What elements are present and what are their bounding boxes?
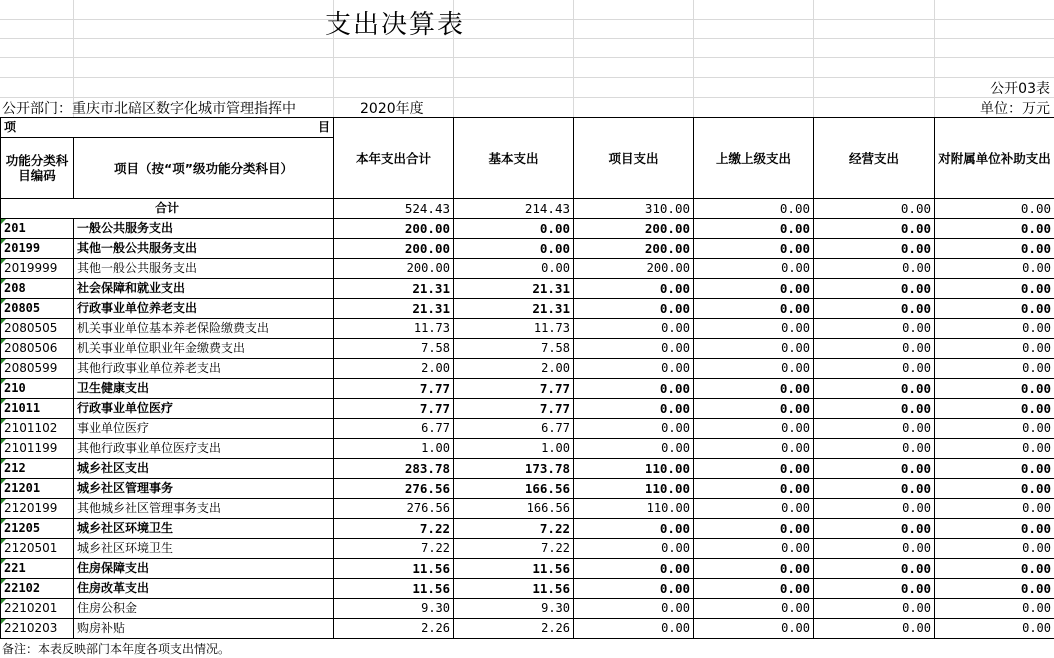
col-header-business: 经营支出 <box>814 118 935 199</box>
row-value: 283.78 <box>334 459 454 479</box>
row-value: 0.00 <box>694 499 814 519</box>
row-value: 7.22 <box>334 519 454 539</box>
row-value: 0.00 <box>814 359 935 379</box>
row-value: 0.00 <box>814 259 935 279</box>
row-value: 0.00 <box>814 519 935 539</box>
row-code: 2210203 <box>1 619 74 639</box>
row-value: 7.22 <box>454 519 574 539</box>
row-value: 0.00 <box>814 279 935 299</box>
row-value: 0.00 <box>694 279 814 299</box>
row-value: 0.00 <box>694 379 814 399</box>
row-value: 0.00 <box>935 419 1054 439</box>
row-code: 20805 <box>1 299 74 319</box>
row-value: 0.00 <box>935 319 1054 339</box>
row-value: 200.00 <box>334 239 454 259</box>
row-code: 2101102 <box>1 419 74 439</box>
row-value: 0.00 <box>574 559 694 579</box>
row-value: 276.56 <box>334 479 454 499</box>
total-value: 0.00 <box>935 199 1054 219</box>
row-value: 6.77 <box>454 419 574 439</box>
row-value: 0.00 <box>814 619 935 639</box>
row-value: 0.00 <box>935 239 1054 259</box>
row-name: 城乡社区环境卫生 <box>74 539 334 559</box>
row-value: 0.00 <box>574 379 694 399</box>
form-number: 公开03表 <box>990 81 1050 97</box>
table-row <box>1 559 1054 579</box>
row-value: 7.58 <box>334 339 454 359</box>
row-value: 0.00 <box>454 239 574 259</box>
row-value: 7.77 <box>454 379 574 399</box>
col-header-subsidy: 对附属单位补助支出 <box>935 118 1054 199</box>
row-code: 2101199 <box>1 439 74 459</box>
row-value: 21.31 <box>334 279 454 299</box>
col-header-code: 功能分类科目编码 <box>1 138 74 199</box>
row-value: 6.77 <box>334 419 454 439</box>
row-value: 200.00 <box>574 259 694 279</box>
row-value: 0.00 <box>694 339 814 359</box>
table-row <box>1 339 1054 359</box>
row-value: 0.00 <box>935 399 1054 419</box>
total-row <box>1 199 1054 219</box>
row-name: 购房补贴 <box>74 619 334 639</box>
row-value: 0.00 <box>814 379 935 399</box>
row-value: 1.00 <box>334 439 454 459</box>
total-value: 310.00 <box>574 199 694 219</box>
row-value: 0.00 <box>814 419 935 439</box>
row-code: 2080505 <box>1 319 74 339</box>
row-code: 2019999 <box>1 259 74 279</box>
row-name: 卫生健康支出 <box>74 379 334 399</box>
table-row <box>1 419 1054 439</box>
row-value: 0.00 <box>694 259 814 279</box>
row-value: 7.22 <box>334 539 454 559</box>
row-name: 住房改革支出 <box>74 579 334 599</box>
row-value: 0.00 <box>694 239 814 259</box>
row-value: 0.00 <box>694 299 814 319</box>
row-code: 21201 <box>1 479 74 499</box>
row-value: 0.00 <box>935 619 1054 639</box>
row-value: 110.00 <box>574 499 694 519</box>
col-header-total: 本年支出合计 <box>334 118 454 199</box>
row-name: 城乡社区环境卫生 <box>74 519 334 539</box>
row-value: 0.00 <box>574 579 694 599</box>
total-value: 0.00 <box>694 199 814 219</box>
row-name: 机关事业单位基本养老保险缴费支出 <box>74 319 334 339</box>
expenditure-table <box>0 117 1054 639</box>
row-value: 0.00 <box>694 419 814 439</box>
row-value: 200.00 <box>574 239 694 259</box>
row-code: 201 <box>1 219 74 239</box>
row-code: 22102 <box>1 579 74 599</box>
row-value: 0.00 <box>935 339 1054 359</box>
row-value: 0.00 <box>694 579 814 599</box>
table-row <box>1 399 1054 419</box>
row-value: 0.00 <box>935 299 1054 319</box>
row-code: 21205 <box>1 519 74 539</box>
row-name: 其他一般公共服务支出 <box>74 259 334 279</box>
grid-line <box>0 77 1054 78</box>
row-name: 行政事业单位养老支出 <box>74 299 334 319</box>
row-value: 0.00 <box>694 399 814 419</box>
row-value: 0.00 <box>814 339 935 359</box>
header-xiang: 项 <box>1 118 74 138</box>
grid-line <box>0 57 1054 58</box>
footnote: 备注：本表反映部门本年度各项支出情况。 <box>2 642 231 656</box>
department-label: 公开部门：重庆市北碚区数字化城市管理指挥中 <box>2 101 296 117</box>
row-code: 221 <box>1 559 74 579</box>
row-value: 0.00 <box>574 619 694 639</box>
row-value: 7.58 <box>454 339 574 359</box>
row-name: 城乡社区支出 <box>74 459 334 479</box>
row-value: 0.00 <box>694 319 814 339</box>
row-value: 0.00 <box>574 519 694 539</box>
row-name: 其他行政事业单位医疗支出 <box>74 439 334 459</box>
row-value: 0.00 <box>574 399 694 419</box>
row-value: 0.00 <box>574 279 694 299</box>
row-value: 21.31 <box>334 299 454 319</box>
row-code: 2080506 <box>1 339 74 359</box>
row-code: 210 <box>1 379 74 399</box>
row-code: 2120199 <box>1 499 74 519</box>
row-value: 11.56 <box>454 559 574 579</box>
row-value: 0.00 <box>574 319 694 339</box>
table-row <box>1 299 1054 319</box>
row-value: 0.00 <box>814 559 935 579</box>
table-row <box>1 519 1054 539</box>
row-value: 11.73 <box>454 319 574 339</box>
row-name: 其他一般公共服务支出 <box>74 239 334 259</box>
row-value: 0.00 <box>935 519 1054 539</box>
row-name: 机关事业单位职业年金缴费支出 <box>74 339 334 359</box>
row-value: 0.00 <box>574 339 694 359</box>
row-value: 0.00 <box>935 579 1054 599</box>
row-value: 0.00 <box>814 219 935 239</box>
row-code: 20199 <box>1 239 74 259</box>
row-value: 7.77 <box>334 399 454 419</box>
row-value: 2.26 <box>334 619 454 639</box>
row-value: 110.00 <box>574 459 694 479</box>
unit-label: 单位：万元 <box>980 101 1050 117</box>
row-name: 事业单位医疗 <box>74 419 334 439</box>
fiscal-year: 2020年度 <box>360 101 424 117</box>
row-code: 2080599 <box>1 359 74 379</box>
row-name: 住房保障支出 <box>74 559 334 579</box>
row-value: 21.31 <box>454 279 574 299</box>
row-value: 0.00 <box>574 439 694 459</box>
table-row <box>1 479 1054 499</box>
row-value: 2.00 <box>454 359 574 379</box>
row-name: 其他行政事业单位养老支出 <box>74 359 334 379</box>
row-value: 0.00 <box>454 259 574 279</box>
row-value: 0.00 <box>935 379 1054 399</box>
table-row <box>1 439 1054 459</box>
row-value: 0.00 <box>935 499 1054 519</box>
table-row <box>1 459 1054 479</box>
page-title: 支出决算表 <box>324 10 465 40</box>
row-value: 0.00 <box>694 559 814 579</box>
row-value: 0.00 <box>694 619 814 639</box>
row-value: 0.00 <box>814 239 935 259</box>
row-value: 200.00 <box>334 259 454 279</box>
table-row <box>1 279 1054 299</box>
total-label: 合计 <box>1 199 334 219</box>
row-value: 200.00 <box>334 219 454 239</box>
row-value: 11.56 <box>454 579 574 599</box>
row-value: 0.00 <box>935 439 1054 459</box>
row-value: 0.00 <box>574 539 694 559</box>
row-value: 0.00 <box>574 299 694 319</box>
col-header-project: 项目支出 <box>574 118 694 199</box>
row-code: 208 <box>1 279 74 299</box>
table-row <box>1 379 1054 399</box>
row-value: 0.00 <box>935 279 1054 299</box>
row-value: 0.00 <box>814 479 935 499</box>
row-value: 11.73 <box>334 319 454 339</box>
table-row <box>1 619 1054 639</box>
row-value: 2.00 <box>334 359 454 379</box>
row-value: 0.00 <box>574 359 694 379</box>
row-value: 0.00 <box>935 599 1054 619</box>
row-value: 2.26 <box>454 619 574 639</box>
row-value: 0.00 <box>935 479 1054 499</box>
row-value: 200.00 <box>574 219 694 239</box>
row-code: 2210201 <box>1 599 74 619</box>
row-value: 0.00 <box>694 219 814 239</box>
row-value: 0.00 <box>694 599 814 619</box>
row-name: 社会保障和就业支出 <box>74 279 334 299</box>
table-row <box>1 499 1054 519</box>
row-value: 0.00 <box>935 539 1054 559</box>
row-value: 0.00 <box>935 559 1054 579</box>
row-code: 21011 <box>1 399 74 419</box>
table-row <box>1 239 1054 259</box>
row-name: 一般公共服务支出 <box>74 219 334 239</box>
row-value: 276.56 <box>334 499 454 519</box>
row-value: 0.00 <box>935 459 1054 479</box>
row-name: 住房公积金 <box>74 599 334 619</box>
row-value: 0.00 <box>814 579 935 599</box>
col-header-basic: 基本支出 <box>454 118 574 199</box>
row-value: 0.00 <box>694 459 814 479</box>
row-value: 0.00 <box>814 299 935 319</box>
row-name: 城乡社区管理事务 <box>74 479 334 499</box>
table-row <box>1 579 1054 599</box>
row-value: 7.77 <box>454 399 574 419</box>
row-value: 166.56 <box>454 499 574 519</box>
row-code: 212 <box>1 459 74 479</box>
row-value: 0.00 <box>694 359 814 379</box>
row-value: 0.00 <box>694 479 814 499</box>
row-value: 0.00 <box>814 599 935 619</box>
table-row <box>1 319 1054 339</box>
row-value: 0.00 <box>814 439 935 459</box>
row-value: 1.00 <box>454 439 574 459</box>
table-row <box>1 219 1054 239</box>
row-value: 173.78 <box>454 459 574 479</box>
row-value: 9.30 <box>334 599 454 619</box>
row-value: 0.00 <box>694 519 814 539</box>
row-value: 0.00 <box>814 319 935 339</box>
total-value: 524.43 <box>334 199 454 219</box>
row-value: 0.00 <box>814 459 935 479</box>
row-code: 2120501 <box>1 539 74 559</box>
row-value: 110.00 <box>574 479 694 499</box>
table-row <box>1 259 1054 279</box>
col-header-name: 项目（按“项”级功能分类科目） <box>74 138 334 199</box>
table-row <box>1 539 1054 559</box>
row-value: 21.31 <box>454 299 574 319</box>
total-value: 214.43 <box>454 199 574 219</box>
row-value: 0.00 <box>694 439 814 459</box>
row-value: 0.00 <box>454 219 574 239</box>
row-value: 0.00 <box>694 539 814 559</box>
row-value: 0.00 <box>814 499 935 519</box>
row-value: 166.56 <box>454 479 574 499</box>
col-header-remit: 上缴上级支出 <box>694 118 814 199</box>
row-name: 行政事业单位医疗 <box>74 399 334 419</box>
grid-line <box>934 0 935 117</box>
total-value: 0.00 <box>814 199 935 219</box>
header-mu: 目 <box>74 118 334 138</box>
row-value: 0.00 <box>574 599 694 619</box>
row-value: 11.56 <box>334 579 454 599</box>
row-value: 9.30 <box>454 599 574 619</box>
row-value: 7.77 <box>334 379 454 399</box>
row-name: 其他城乡社区管理事务支出 <box>74 499 334 519</box>
row-value: 0.00 <box>814 539 935 559</box>
grid-line <box>813 0 814 117</box>
table-row <box>1 599 1054 619</box>
row-value: 0.00 <box>935 259 1054 279</box>
row-value: 0.00 <box>574 419 694 439</box>
row-value: 0.00 <box>814 399 935 419</box>
row-value: 0.00 <box>935 219 1054 239</box>
row-value: 11.56 <box>334 559 454 579</box>
row-value: 7.22 <box>454 539 574 559</box>
table-row <box>1 359 1054 379</box>
row-value: 0.00 <box>935 359 1054 379</box>
